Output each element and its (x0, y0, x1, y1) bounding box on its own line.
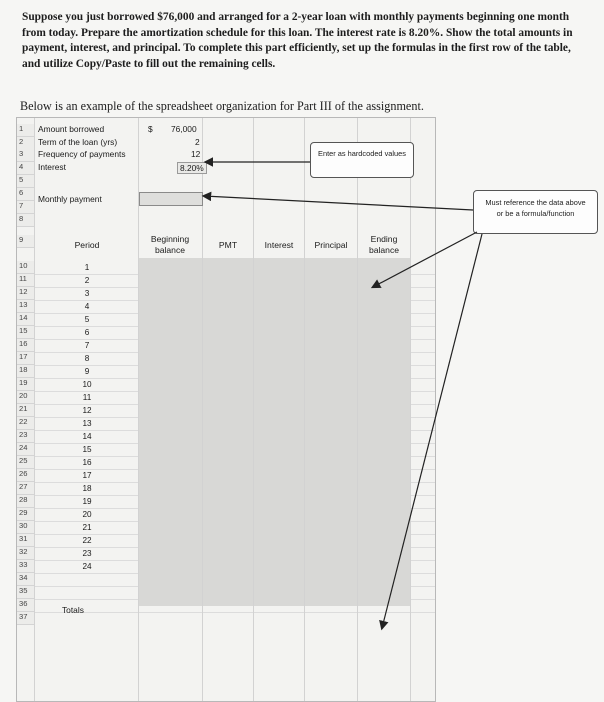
header-period: Period (74, 240, 100, 250)
period-value: 6 (84, 328, 90, 337)
period-value: 21 (82, 523, 92, 532)
assignment-prompt: Suppose you just borrowed $76,000 and arranged for a 2-year loan with monthly payments beginning one month from today. Prepare the amortization schedule for this loan. The interest rate is 8.20%. Show the total amounts in payment, interest, and principal. To complete this part efficiently, set up the formulas in the first row of the table, and utilize Copy/Paste to fill out the remaining cells. (22, 11, 573, 70)
row-number: 1 (17, 124, 34, 137)
totals-label: Totals (62, 605, 84, 615)
frequency-label: Frequency of payments (38, 149, 126, 159)
period-value: 1 (84, 263, 90, 272)
row-number: 14 (17, 313, 34, 326)
row-number: 35 (17, 586, 34, 599)
row-number: 12 (17, 287, 34, 300)
row-number: 28 (17, 495, 34, 508)
period-value: 13 (82, 419, 92, 428)
hardcoded-callout-text: Enter as hardcoded values (318, 149, 406, 158)
row-number: 29 (17, 508, 34, 521)
period-value: 16 (82, 458, 92, 467)
row-number: 31 (17, 534, 34, 547)
period-value: 7 (84, 341, 90, 350)
row-number: 11 (17, 274, 34, 287)
period-value: 12 (82, 406, 92, 415)
row-number: 7 (17, 201, 34, 214)
row-number: 17 (17, 352, 34, 365)
period-value: 22 (82, 536, 92, 545)
spreadsheet-caption: Below is an example of the spreadsheet organization for Part III of the assignment. (20, 99, 424, 113)
row-number: 13 (17, 300, 34, 313)
header-principal: Principal (314, 240, 348, 250)
row-number: 16 (17, 339, 34, 352)
row-number: 15 (17, 326, 34, 339)
term-label: Term of the loan (yrs) (38, 137, 118, 147)
row-number: 18 (17, 365, 34, 378)
term-value[interactable]: 2 (195, 137, 200, 147)
period-value: 14 (82, 432, 92, 441)
row-number: 20 (17, 391, 34, 404)
row-number: 36 (17, 599, 34, 612)
period-value: 19 (82, 497, 92, 506)
row-number: 27 (17, 482, 34, 495)
row-number: 10 (17, 261, 34, 274)
row-number: 19 (17, 378, 34, 391)
amount-currency: $ (148, 124, 153, 134)
header-pmt: PMT (218, 240, 238, 250)
row-number: 23 (17, 430, 34, 443)
row-number: 32 (17, 547, 34, 560)
amount-borrowed-label: Amount borrowed (38, 124, 105, 134)
row-number: 21 (17, 404, 34, 417)
period-value: 23 (82, 549, 92, 558)
arrow-to-monthly-payment (204, 196, 473, 210)
period-value: 5 (84, 315, 90, 324)
row-number: 25 (17, 456, 34, 469)
reference-callout-text: Must reference the data above or be a formula/function (485, 198, 586, 218)
row-number: 6 (17, 188, 34, 201)
period-value: 2 (84, 276, 90, 285)
row-number: 9 (17, 235, 34, 248)
period-value: 4 (84, 302, 90, 311)
row-number: 22 (17, 417, 34, 430)
header-ending-balance: Ending balance (368, 234, 400, 255)
row-number: 8 (17, 214, 34, 227)
arrow-to-first-row (373, 232, 477, 287)
row-number: 26 (17, 469, 34, 482)
row-number: 2 (17, 137, 34, 150)
period-value: 18 (82, 484, 92, 493)
row-number: 33 (17, 560, 34, 573)
interest-label: Interest (38, 162, 66, 172)
frequency-value[interactable]: 12 (191, 149, 201, 159)
period-value: 8 (84, 354, 90, 363)
row-number: 3 (17, 149, 34, 162)
header-interest: Interest (264, 240, 294, 250)
arrow-to-totals (382, 234, 482, 628)
interest-value[interactable]: 8.20% (177, 162, 207, 174)
row-number: 24 (17, 443, 34, 456)
period-value: 10 (82, 380, 92, 389)
period-value: 17 (82, 471, 92, 480)
row-number: 30 (17, 521, 34, 534)
header-beginning-balance: Beginning balance (150, 234, 190, 255)
row-number: 37 (17, 612, 34, 625)
period-value: 15 (82, 445, 92, 454)
period-value: 3 (84, 289, 90, 298)
period-value: 20 (82, 510, 92, 519)
amount-borrowed-value[interactable]: 76,000 (171, 124, 197, 134)
period-value: 9 (84, 367, 90, 376)
period-value: 24 (82, 562, 92, 571)
row-number: 4 (17, 162, 34, 175)
row-number: 34 (17, 573, 34, 586)
row-number: 5 (17, 175, 34, 188)
period-value: 11 (82, 393, 92, 402)
monthly-payment-label: Monthly payment (38, 194, 102, 204)
